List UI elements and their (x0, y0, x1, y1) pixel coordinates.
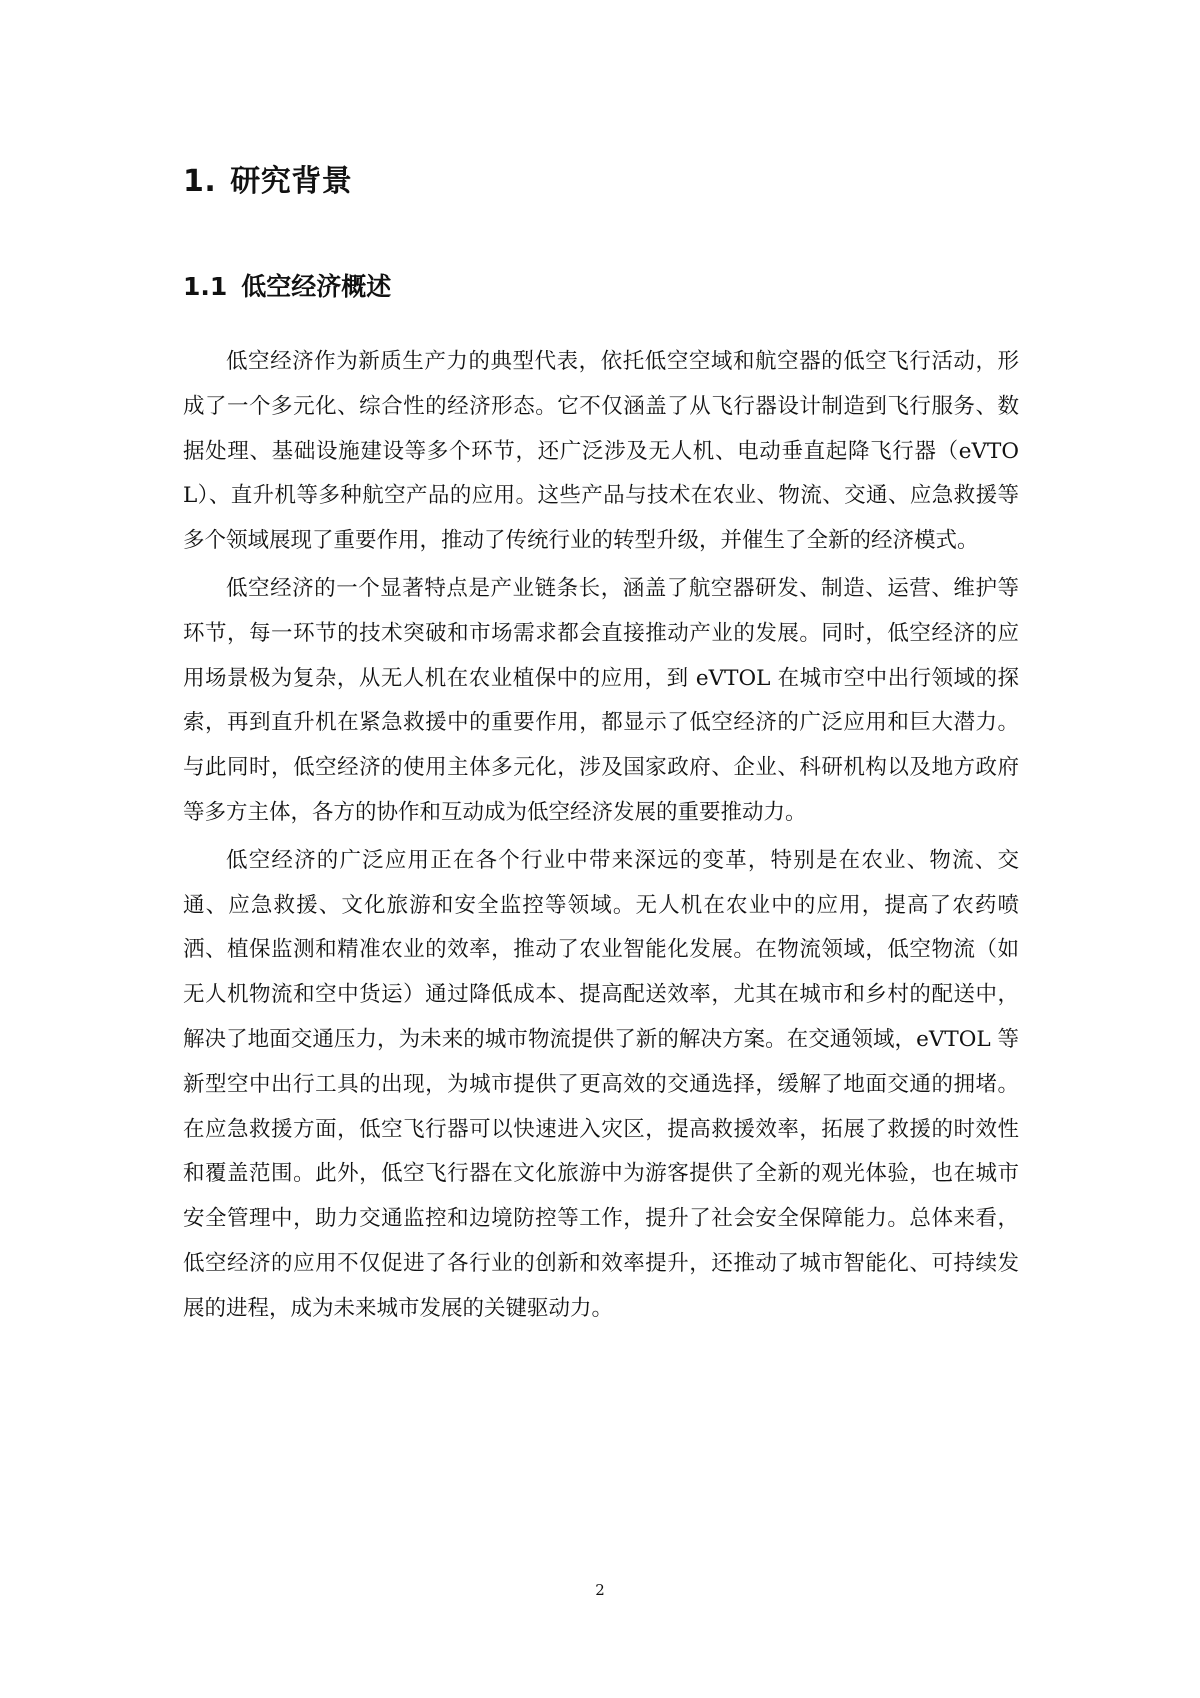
subsection-number: 1.1 (183, 272, 228, 301)
section-title: 研究背景 (230, 164, 353, 199)
subsection-title: 低空经济概述 (241, 272, 392, 301)
page-number: 2 (595, 1581, 605, 1599)
section-number: 1. (183, 164, 217, 199)
section-heading (183, 162, 352, 202)
paragraph-2: 低空经济的一个显著特点是产业链条长，涵盖了航空器研发、制造、运营、维护等环节，每一环节的技术突破和市场需求都会直接推动产业的发展。同时，低空经济的应用场景极为复杂，从无人机在农业植保中的应用，到 eVTOL 在城市空中出行领域的探索，再到直升机在紧急救援中的重要作用，都显示了低空经济的广泛应用和巨大潜力。与此同时，低空经济的使用主体多元化，涉及国家政府、企业、科研机构以及地方政府等多方主体，各方的协作和互动成为低空经济发展的重要推动力。 (183, 575, 1019, 825)
paragraph-1: 低空经济作为新质生产力的典型代表，依托低空空域和航空器的低空飞行活动，形成了一个多元化、综合性的经济形态。它不仅涵盖了从飞行器设计制造到飞行服务、数据处理、基础设施建设等多个环节，还广泛涉及无人机、电动垂直起降飞行器（eVTOL）、直升机等多种航空产品的应用。这些产品与技术在农业、物流、交通、应急救援等多个领域展现了重要作用，推动了传统行业的转型升级，并催生了全新的经济模式。 (183, 349, 1019, 554)
paragraph-3: 低空经济的广泛应用正在各个行业中带来深远的变革，特别是在农业、物流、交通、应急救援、文化旅游和安全监控等领域。无人机在农业中的应用，提高了农药喷洒、植保监测和精准农业的效率，推动了农业智能化发展。在物流领域，低空物流（如无人机物流和空中货运）通过降低成本、提高配送效率，尤其在城市和乡村的配送中，解决了地面交通压力，为未来的城市物流提供了新的解决方案。在交通领域，eVTOL 等新型空中出行工具的出现，为城市提供了更高效的交通选择，缓解了地面交通的拥堵。在应急救援方面，低空飞行器可以快速进入灾区，提高救援效率，拓展了救援的时效性和覆盖范围。此外，低空飞行器在文化旅游中为游客提供了全新的观光体验，也在城市安全管理中，助力交通监控和边境防控等工作，提升了社会安全保障能力。总体来看，低空经济的应用不仅促进了各行业的创新和效率提升，还推动了城市智能化、可持续发展的进程，成为未来城市发展的关键驱动力。 (183, 847, 1019, 1321)
body-text (183, 340, 1019, 1335)
subsection-heading (183, 270, 391, 304)
